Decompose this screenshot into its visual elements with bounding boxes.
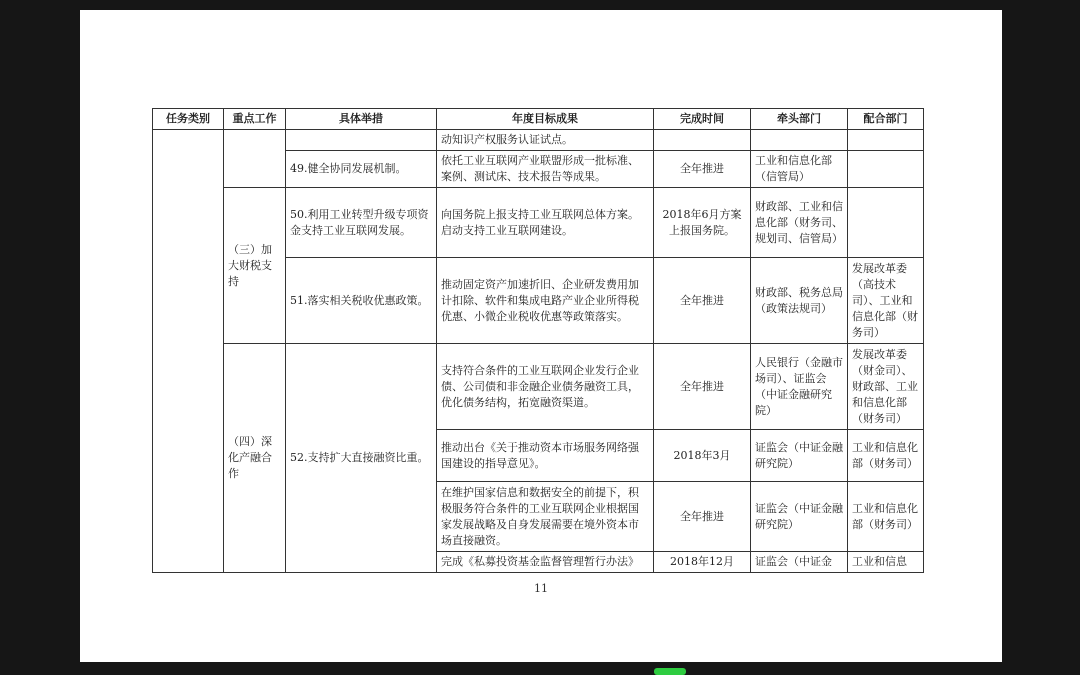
scroll-indicator[interactable] — [654, 668, 686, 675]
lead-cell — [751, 130, 848, 151]
support-cell: 发展改革委（财金司）、财政部、工业和信息化部（财务司） — [848, 344, 924, 430]
goal-cell: 依托工业互联网产业联盟形成一批标准、案例、测试床、技术报告等成果。 — [437, 151, 654, 188]
time-cell: 全年推进 — [654, 151, 751, 188]
time-cell: 全年推进 — [654, 482, 751, 552]
table-header-row — [153, 109, 924, 130]
time-cell: 全年推进 — [654, 258, 751, 344]
table-row — [153, 188, 924, 258]
document-page — [80, 10, 1002, 662]
measure-cell: 50.利用工业转型升级专项资金支持工业互联网发展。 — [286, 188, 437, 258]
support-cell — [848, 151, 924, 188]
support-cell: 工业和信息化部（财务司） — [848, 430, 924, 482]
support-cell: 发展改革委（高技术司）、工业和信息化部（财务司） — [848, 258, 924, 344]
lead-cell: 证监会（中证金融研究院） — [751, 430, 848, 482]
lead-cell: 工业和信息化部（信管局） — [751, 151, 848, 188]
goal-cell: 推动固定资产加速折旧、企业研发费用加计扣除、软件和集成电路产业企业所得税优惠、小微企业税收优惠等政策落实。 — [437, 258, 654, 344]
lead-cell: 人民银行（金融市场司）、证监会（中证金融研究院） — [751, 344, 848, 430]
header-task-category: 任务类别 — [153, 109, 224, 130]
support-cell — [848, 188, 924, 258]
support-cell: 工业和信息化部（财务司） — [848, 482, 924, 552]
header-key-work: 重点工作 — [224, 109, 286, 130]
goal-cell: 向国务院上报支持工业互联网总体方案。启动支持工业互联网建设。 — [437, 188, 654, 258]
lead-cell: 财政部、工业和信息化部（财务司、规划司、信管局） — [751, 188, 848, 258]
header-measure: 具体举措 — [286, 109, 437, 130]
time-cell: 2018年12月 — [654, 552, 751, 573]
task-category-cell — [153, 130, 224, 573]
header-lead-dept: 牵头部门 — [751, 109, 848, 130]
support-cell — [848, 130, 924, 151]
measure-cell: 51.落实相关税收优惠政策。 — [286, 258, 437, 344]
lead-cell: 财政部、税务总局（政策法规司） — [751, 258, 848, 344]
goal-cell: 动知识产权服务认证试点。 — [437, 130, 654, 151]
key-work-cell — [224, 130, 286, 188]
time-cell — [654, 130, 751, 151]
measure-cell: 49.健全协同发展机制。 — [286, 151, 437, 188]
table-row — [153, 344, 924, 430]
key-work-cell: （三）加大财税支持 — [224, 188, 286, 344]
header-annual-goal: 年度目标成果 — [437, 109, 654, 130]
table-row — [153, 130, 924, 151]
support-cell: 工业和信息 — [848, 552, 924, 573]
time-cell: 2018年6月方案上报国务院。 — [654, 188, 751, 258]
page-number: 11 — [534, 582, 548, 595]
goal-cell: 在维护国家信息和数据安全的前提下，积极服务符合条件的工业互联网企业根据国家发展战略及自身发展需要在境外资本市场直接融资。 — [437, 482, 654, 552]
time-cell: 全年推进 — [654, 344, 751, 430]
goal-cell: 推动出台《关于推动资本市场服务网络强国建设的指导意见》。 — [437, 430, 654, 482]
lead-cell: 证监会（中证金 — [751, 552, 848, 573]
key-work-cell: （四）深化产融合作 — [224, 344, 286, 573]
header-support-dept: 配合部门 — [848, 109, 924, 130]
task-table — [152, 108, 924, 573]
goal-cell: 支持符合条件的工业互联网企业发行企业债、公司债和非金融企业债务融资工具，优化债务结构，拓宽融资渠道。 — [437, 344, 654, 430]
measure-cell: 52.支持扩大直接融资比重。 — [286, 344, 437, 573]
goal-cell: 完成《私募投资基金监督管理暂行办法》 — [437, 552, 654, 573]
lead-cell: 证监会（中证金融研究院） — [751, 482, 848, 552]
measure-cell — [286, 130, 437, 151]
time-cell: 2018年3月 — [654, 430, 751, 482]
header-completion-time: 完成时间 — [654, 109, 751, 130]
